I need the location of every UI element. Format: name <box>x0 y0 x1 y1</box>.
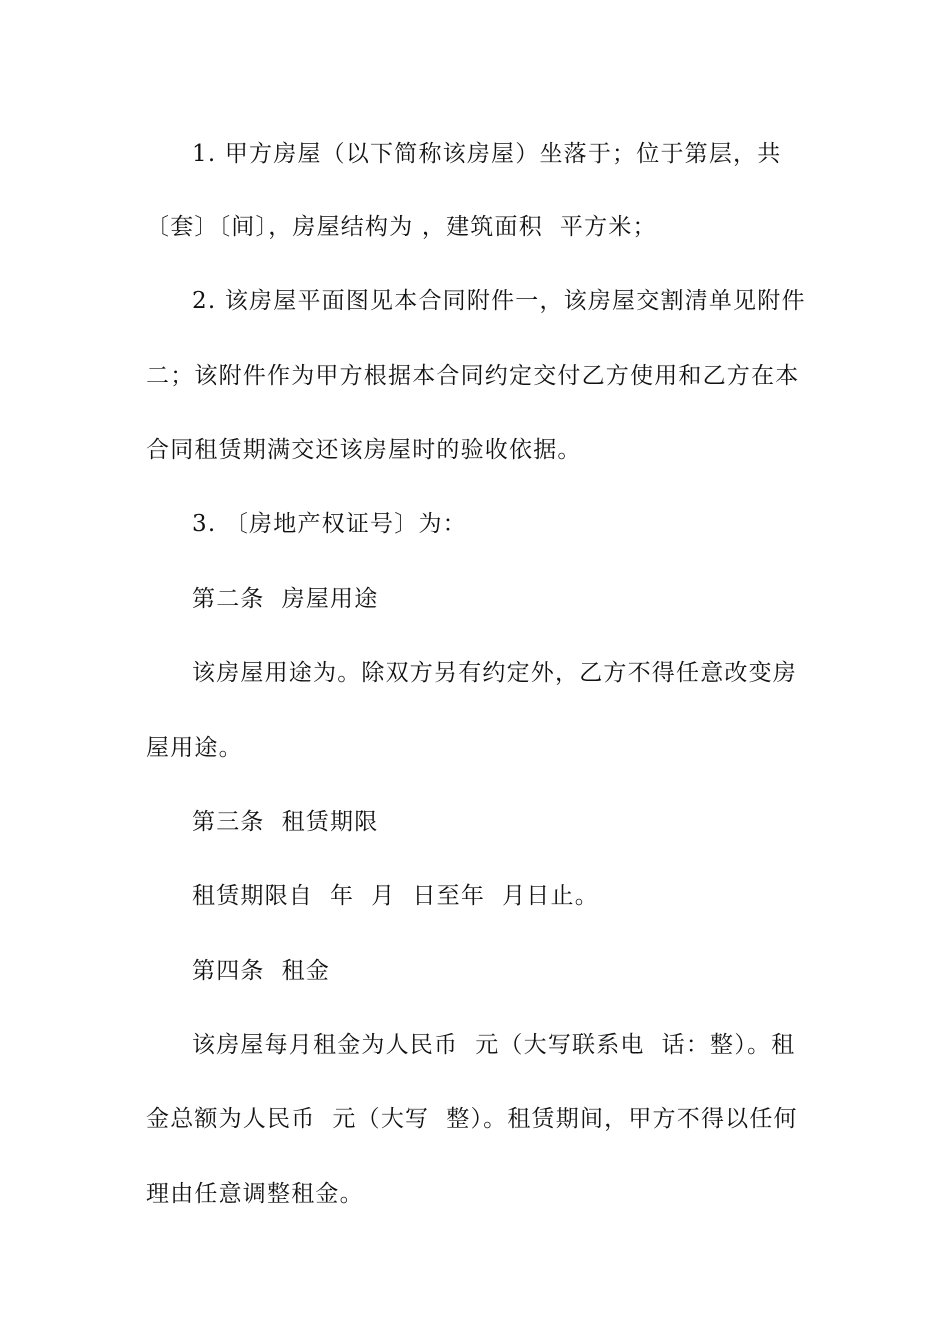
article-2-line-2: 屋用途。 <box>146 735 243 761</box>
article-3-line-1: 租赁期限自 年 月 日至年 月日止。 <box>192 883 599 909</box>
clause-2-line-3: 合同租赁期满交还该房屋时的验收依据。 <box>146 437 582 463</box>
article-4-heading: 第四条 租金 <box>192 958 331 984</box>
clause-1-line-2: 〔套〕〔间〕，房屋结构为 ，建筑面积 平方米； <box>146 214 657 240</box>
clause-1-line-1: 1. 甲方房屋（以下简称该房屋）坐落于；位于第层，共 <box>192 141 782 167</box>
article-4-line-1: 该房屋每月租金为人民币 元（大写联系电 话：整）。租 <box>192 1032 796 1058</box>
clause-3-line: 3. 〔房地产权证号〕为： <box>192 511 467 537</box>
article-4-line-3: 理由任意调整租金。 <box>146 1181 364 1207</box>
clause-2-line-1: 2. 该房屋平面图见本合同附件一，该房屋交割清单见附件 <box>192 288 806 314</box>
article-3-heading: 第三条 租赁期限 <box>192 809 379 835</box>
clause-2-line-2: 二；该附件作为甲方根据本合同约定交付乙方使用和乙方在本 <box>146 363 800 389</box>
article-2-heading: 第二条 房屋用途 <box>192 586 379 612</box>
article-4-line-2: 金总额为人民币 元（大写 整）。租赁期间，甲方不得以任何 <box>146 1106 798 1132</box>
article-2-line-1: 该房屋用途为。除双方另有约定外，乙方不得任意改变房 <box>192 660 797 686</box>
